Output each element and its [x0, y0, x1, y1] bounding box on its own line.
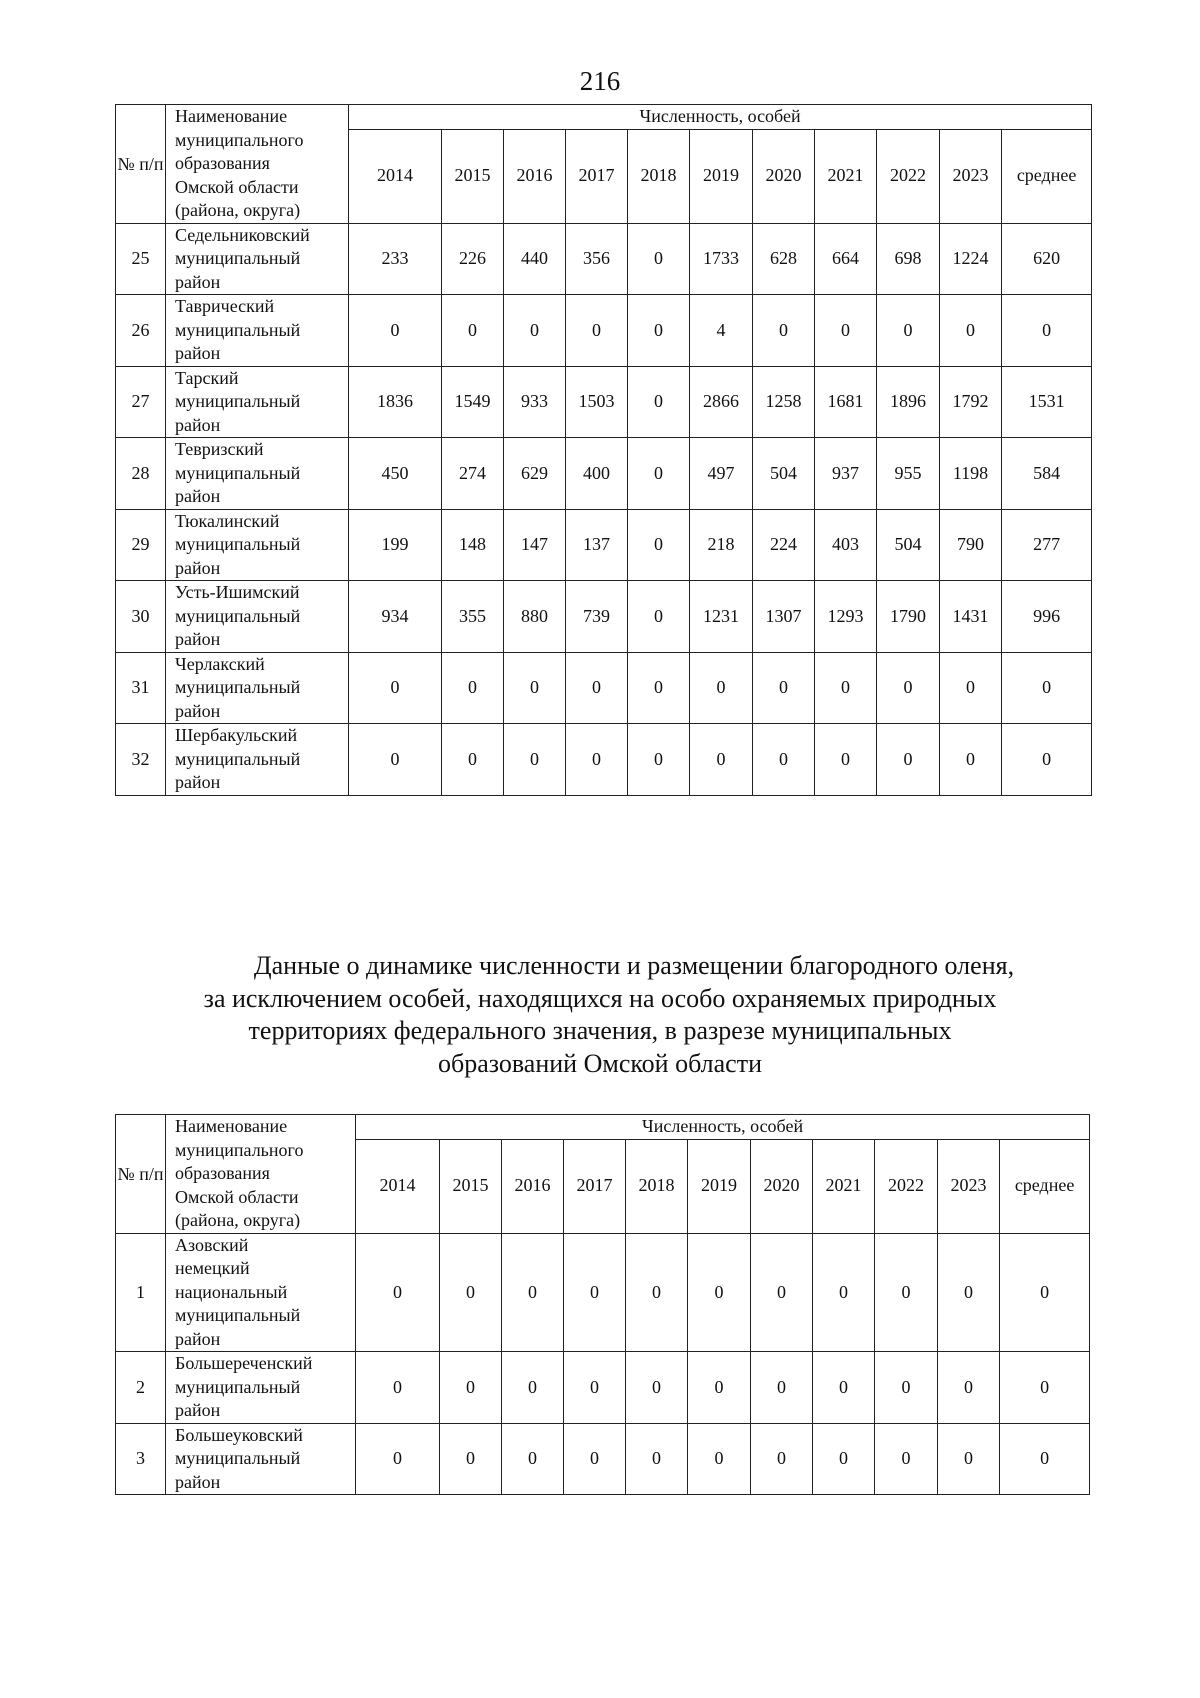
district-name-line: район: [175, 414, 221, 435]
value-cell: 0: [566, 295, 628, 367]
value-cell: 274: [442, 438, 504, 510]
value-cell: 0: [502, 1352, 564, 1424]
value-cell: 584: [1002, 438, 1092, 510]
table-row: [116, 1352, 1090, 1424]
value-cell: 0: [628, 223, 690, 295]
district-name-cell: [166, 366, 349, 438]
heading-line: Данные о динамике численности и размещении благородного оленя,: [253, 951, 1015, 980]
row-number-header: № п/п: [116, 1115, 166, 1234]
value-cell: 400: [566, 438, 628, 510]
value-cell: 355: [442, 581, 504, 653]
name-header-line: Омской области: [175, 176, 299, 197]
value-cell: 0: [813, 1423, 875, 1495]
name-header-line: муниципального: [175, 1139, 304, 1160]
year-column-header: 2018: [628, 129, 690, 223]
value-cell: 0: [628, 438, 690, 510]
value-cell: 937: [815, 438, 877, 510]
population-group-header: Численность, особей: [349, 105, 1092, 130]
year-column-header: 2021: [815, 129, 877, 223]
page-number: 216: [579, 66, 621, 96]
value-cell: 0: [938, 1352, 1000, 1424]
year-column-header: среднее: [1002, 129, 1092, 223]
table-row: [116, 295, 1092, 367]
district-name-line: район: [175, 629, 221, 649]
district-name-line: национальный: [175, 1281, 288, 1302]
district-name-cell: [166, 581, 349, 653]
value-cell: 0: [504, 295, 566, 367]
table-row: [116, 438, 1092, 510]
district-name-line: Большеуковский: [175, 1424, 303, 1445]
value-cell: 0: [813, 1352, 875, 1424]
table-row: [116, 652, 1092, 724]
value-cell: 0: [1002, 652, 1092, 724]
value-cell: 0: [940, 724, 1002, 796]
value-cell: 2866: [690, 366, 753, 438]
district-name-line: муниципальный: [175, 1448, 301, 1468]
value-cell: 934: [349, 581, 442, 653]
table-row: [116, 1233, 1090, 1352]
table-row: [116, 223, 1092, 295]
value-cell: 880: [504, 581, 566, 653]
district-name-line: муниципальный: [175, 1376, 301, 1397]
value-cell: 0: [502, 1423, 564, 1495]
section-heading: [140, 950, 1060, 1080]
value-cell: 1531: [1002, 366, 1092, 438]
value-cell: 0: [690, 724, 753, 796]
value-cell: 0: [1002, 295, 1092, 367]
value-cell: 0: [566, 652, 628, 724]
row-number-cell: 27: [116, 366, 166, 438]
value-cell: 137: [566, 509, 628, 581]
value-cell: 0: [564, 1233, 626, 1352]
district-name-cell: [166, 295, 349, 367]
value-cell: 1733: [690, 223, 753, 295]
year-column-header: 2017: [566, 129, 628, 223]
year-column-header: 2020: [753, 129, 815, 223]
value-cell: 0: [442, 295, 504, 367]
value-cell: 0: [688, 1233, 751, 1352]
name-header-line: Наименование: [175, 106, 288, 126]
value-cell: 356: [566, 223, 628, 295]
year-column-header: 2016: [502, 1139, 564, 1233]
district-name-header: [166, 105, 349, 224]
value-cell: 1549: [442, 366, 504, 438]
heading-line: территориях федерального значения, в разрезе муниципальных: [248, 1016, 952, 1045]
value-cell: 0: [442, 724, 504, 796]
value-cell: 0: [875, 1233, 938, 1352]
value-cell: 698: [877, 223, 940, 295]
value-cell: 620: [1002, 223, 1092, 295]
district-name-line: район: [175, 271, 221, 292]
year-column-header: среднее: [1000, 1139, 1090, 1233]
value-cell: 0: [815, 724, 877, 796]
district-name-cell: [166, 1233, 356, 1352]
value-cell: 1293: [815, 581, 877, 653]
district-name-line: Тевризский: [175, 439, 264, 459]
value-cell: 224: [753, 509, 815, 581]
name-header-line: (района, округа): [175, 1210, 301, 1230]
value-cell: 0: [628, 652, 690, 724]
value-cell: 0: [628, 295, 690, 367]
row-number-cell: 2: [116, 1352, 166, 1424]
district-name-line: Азовский: [175, 1234, 249, 1255]
value-cell: 0: [875, 1352, 938, 1424]
district-name-line: муниципальный: [175, 319, 301, 340]
row-number-cell: 1: [116, 1233, 166, 1352]
value-cell: 0: [349, 652, 442, 724]
red-deer-population-table: [115, 1114, 1090, 1495]
district-name-line: Седельниковский: [175, 224, 310, 245]
value-cell: 0: [751, 1352, 813, 1424]
value-cell: 0: [440, 1233, 502, 1352]
district-name-line: район: [175, 557, 221, 578]
row-number-header: № п/п: [116, 105, 166, 224]
district-name-header: [166, 1115, 356, 1234]
value-cell: 0: [628, 724, 690, 796]
name-header-line: образования: [175, 1163, 270, 1183]
value-cell: 1224: [940, 223, 1002, 295]
value-cell: 664: [815, 223, 877, 295]
value-cell: 0: [938, 1423, 1000, 1495]
value-cell: 199: [349, 509, 442, 581]
district-name-line: район: [175, 1400, 221, 1420]
value-cell: 0: [1000, 1352, 1090, 1424]
value-cell: 0: [940, 652, 1002, 724]
year-column-header: 2019: [690, 129, 753, 223]
value-cell: 0: [1000, 1423, 1090, 1495]
value-cell: 0: [751, 1233, 813, 1352]
value-cell: 403: [815, 509, 877, 581]
district-name-line: район: [175, 1471, 221, 1492]
heading-line: за исключением особей, находящихся на особо охраняемых природных: [203, 983, 997, 1013]
district-name-line: муниципальный: [175, 1305, 301, 1325]
value-cell: 1198: [940, 438, 1002, 510]
year-column-header: 2017: [564, 1139, 626, 1233]
district-name-line: район: [175, 772, 221, 792]
row-number-cell: 31: [116, 652, 166, 724]
value-cell: 0: [502, 1233, 564, 1352]
value-cell: 497: [690, 438, 753, 510]
value-cell: 0: [626, 1352, 688, 1424]
district-name-line: муниципальный: [175, 462, 301, 483]
value-cell: 233: [349, 223, 442, 295]
value-cell: 0: [628, 366, 690, 438]
district-name-cell: [166, 1352, 356, 1424]
value-cell: 790: [940, 509, 1002, 581]
value-cell: 1258: [753, 366, 815, 438]
value-cell: 996: [1002, 581, 1092, 653]
value-cell: 0: [813, 1233, 875, 1352]
year-column-header: 2014: [356, 1139, 440, 1233]
district-name-line: Тюкалинский: [175, 510, 280, 531]
value-cell: 1431: [940, 581, 1002, 653]
year-column-header: 2015: [442, 129, 504, 223]
value-cell: 0: [628, 581, 690, 653]
value-cell: 0: [690, 652, 753, 724]
table-row: [116, 581, 1092, 653]
value-cell: 504: [877, 509, 940, 581]
year-column-header: 2014: [349, 129, 442, 223]
value-cell: 739: [566, 581, 628, 653]
district-name-line: муниципальный: [175, 605, 301, 626]
value-cell: 0: [566, 724, 628, 796]
row-number-cell: 26: [116, 295, 166, 367]
value-cell: 0: [1000, 1233, 1090, 1352]
value-cell: 933: [504, 366, 566, 438]
row-number-cell: 3: [116, 1423, 166, 1495]
name-header-line: муниципального: [175, 129, 304, 150]
value-cell: 1681: [815, 366, 877, 438]
value-cell: 1503: [566, 366, 628, 438]
value-cell: 0: [751, 1423, 813, 1495]
value-cell: 0: [356, 1233, 440, 1352]
value-cell: 0: [356, 1352, 440, 1424]
district-name-line: муниципальный: [175, 748, 301, 769]
name-header-line: образования: [175, 153, 270, 173]
value-cell: 0: [442, 652, 504, 724]
value-cell: 1896: [877, 366, 940, 438]
district-name-line: Большереченский: [175, 1353, 313, 1373]
value-cell: 0: [753, 724, 815, 796]
value-cell: 450: [349, 438, 442, 510]
value-cell: 0: [440, 1423, 502, 1495]
value-cell: 218: [690, 509, 753, 581]
district-name-cell: [166, 1423, 356, 1495]
value-cell: 0: [349, 295, 442, 367]
district-name-cell: [166, 652, 349, 724]
row-number-cell: 30: [116, 581, 166, 653]
year-column-header: 2022: [875, 1139, 938, 1233]
table-row: [116, 366, 1092, 438]
population-table-continued: [115, 104, 1092, 796]
value-cell: 226: [442, 223, 504, 295]
year-column-header: 2020: [751, 1139, 813, 1233]
value-cell: 1790: [877, 581, 940, 653]
district-name-line: Шербакульский: [175, 725, 298, 745]
value-cell: 0: [877, 295, 940, 367]
population-group-header: Численность, особей: [356, 1115, 1090, 1140]
district-name-line: Тарский: [175, 367, 239, 388]
year-column-header: 2015: [440, 1139, 502, 1233]
value-cell: 0: [349, 724, 442, 796]
year-column-header: 2016: [504, 129, 566, 223]
name-header-line: Омской области: [175, 1186, 299, 1207]
value-cell: 628: [753, 223, 815, 295]
value-cell: 0: [688, 1423, 751, 1495]
value-cell: 1307: [753, 581, 815, 653]
value-cell: 1792: [940, 366, 1002, 438]
heading-line: образований Омской области: [437, 1048, 762, 1078]
value-cell: 0: [753, 652, 815, 724]
value-cell: 0: [626, 1423, 688, 1495]
district-name-line: район: [175, 700, 221, 721]
value-cell: 0: [504, 652, 566, 724]
value-cell: 0: [815, 295, 877, 367]
value-cell: 277: [1002, 509, 1092, 581]
value-cell: 0: [688, 1352, 751, 1424]
value-cell: 504: [753, 438, 815, 510]
district-name-line: муниципальный: [175, 677, 301, 697]
year-column-header: 2019: [688, 1139, 751, 1233]
row-number-cell: 29: [116, 509, 166, 581]
value-cell: 0: [815, 652, 877, 724]
value-cell: 0: [938, 1233, 1000, 1352]
value-cell: 0: [626, 1233, 688, 1352]
value-cell: 1836: [349, 366, 442, 438]
value-cell: 0: [940, 295, 1002, 367]
name-header-line: (района, округа): [175, 200, 301, 220]
year-column-header: 2018: [626, 1139, 688, 1233]
district-name-line: муниципальный: [175, 534, 301, 554]
district-name-line: район: [175, 343, 221, 363]
value-cell: 0: [1002, 724, 1092, 796]
district-name-line: Черлакский: [175, 653, 265, 674]
value-cell: 0: [356, 1423, 440, 1495]
district-name-line: район: [175, 1328, 221, 1349]
value-cell: 0: [628, 509, 690, 581]
district-name-line: муниципальный: [175, 391, 301, 411]
value-cell: 4: [690, 295, 753, 367]
value-cell: 440: [504, 223, 566, 295]
district-name-cell: [166, 724, 349, 796]
year-column-header: 2022: [877, 129, 940, 223]
year-column-header: 2021: [813, 1139, 875, 1233]
value-cell: 629: [504, 438, 566, 510]
row-number-cell: 32: [116, 724, 166, 796]
value-cell: 0: [877, 652, 940, 724]
value-cell: 0: [564, 1423, 626, 1495]
district-name-line: муниципальный: [175, 248, 301, 268]
value-cell: 0: [440, 1352, 502, 1424]
district-name-line: немецкий: [175, 1258, 250, 1278]
value-cell: 955: [877, 438, 940, 510]
value-cell: 0: [504, 724, 566, 796]
value-cell: 0: [753, 295, 815, 367]
name-header-line: Наименование: [175, 1116, 288, 1136]
value-cell: 1231: [690, 581, 753, 653]
district-name-cell: [166, 509, 349, 581]
district-name-cell: [166, 438, 349, 510]
row-number-cell: 25: [116, 223, 166, 295]
year-column-header: 2023: [938, 1139, 1000, 1233]
value-cell: 0: [877, 724, 940, 796]
district-name-cell: [166, 223, 349, 295]
district-name-line: Усть-Ишимский: [175, 582, 300, 602]
district-name-line: Таврический: [175, 296, 275, 316]
table-row: [116, 509, 1092, 581]
value-cell: 0: [564, 1352, 626, 1424]
value-cell: 0: [875, 1423, 938, 1495]
year-column-header: 2023: [940, 129, 1002, 223]
value-cell: 148: [442, 509, 504, 581]
table-row: [116, 1423, 1090, 1495]
table-row: [116, 724, 1092, 796]
value-cell: 147: [504, 509, 566, 581]
district-name-line: район: [175, 486, 221, 506]
row-number-cell: 28: [116, 438, 166, 510]
